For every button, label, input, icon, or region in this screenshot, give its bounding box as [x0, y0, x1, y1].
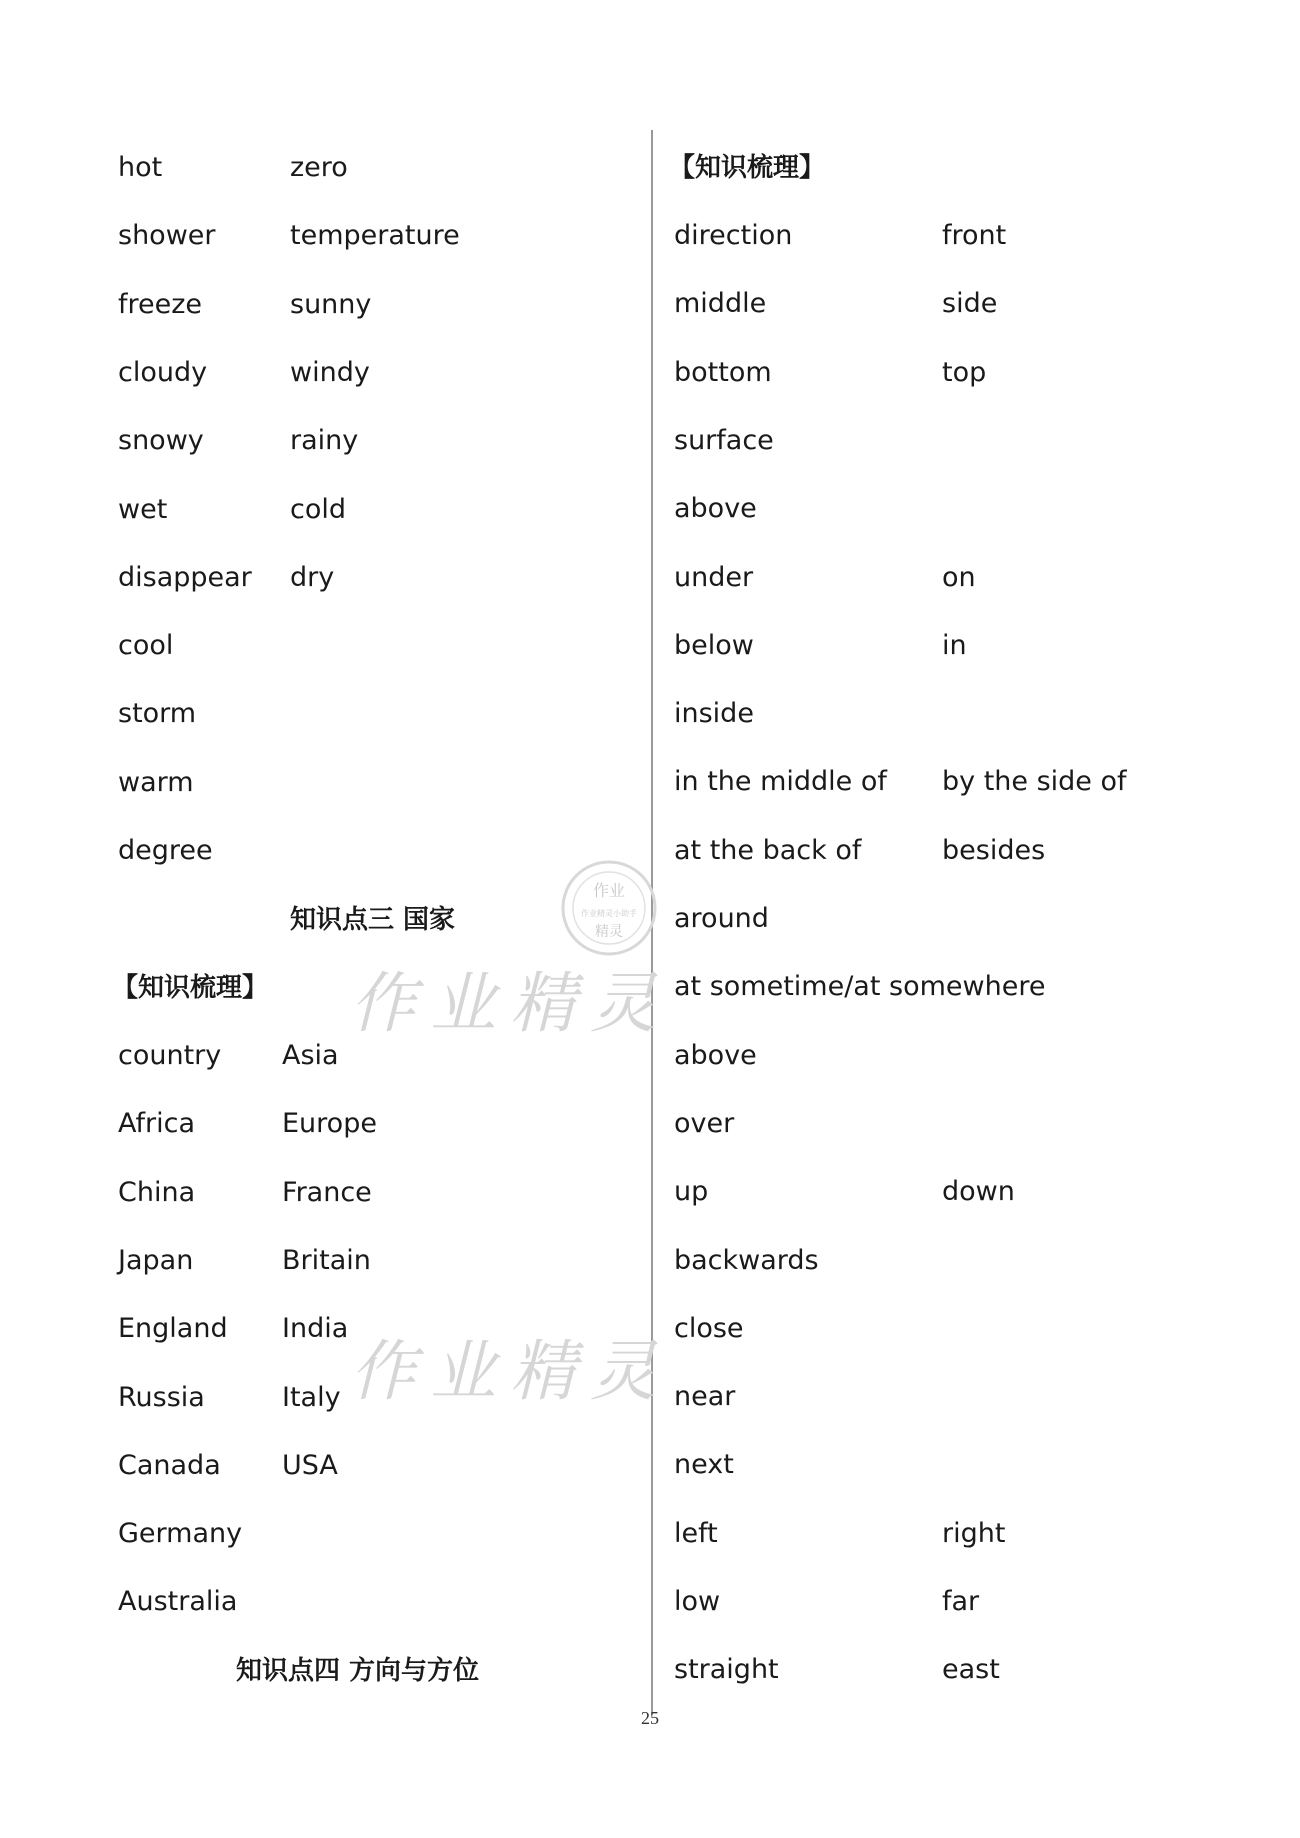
- word-row: [0, 1650, 1000, 1690]
- word-primary: freeze: [118, 288, 203, 320]
- word-primary: left: [674, 1517, 718, 1549]
- word-secondary: front: [942, 220, 1007, 251]
- word-secondary: zero: [290, 152, 348, 183]
- word-row: [0, 284, 998, 324]
- word-row: [0, 1514, 1006, 1554]
- word-row: [0, 1036, 757, 1076]
- word-row: [0, 558, 976, 598]
- word-row: [0, 762, 1127, 802]
- word-primary: storm: [118, 698, 197, 730]
- word-primary: near: [674, 1381, 736, 1413]
- word-primary: Germany: [118, 1518, 243, 1550]
- word-primary: next: [674, 1449, 734, 1481]
- word-secondary: besides: [942, 834, 1046, 866]
- word-primary: Japan: [118, 1244, 194, 1276]
- word-secondary: Italy: [282, 1381, 341, 1413]
- word-row: [0, 899, 769, 939]
- word-primary: Canada: [118, 1449, 221, 1481]
- word-primary: disappear: [118, 561, 252, 593]
- word-secondary: east: [942, 1654, 1000, 1686]
- word-secondary: right: [942, 1517, 1006, 1549]
- word-secondary: Britain: [282, 1244, 371, 1276]
- word-row: [0, 1309, 744, 1349]
- word-primary: straight: [674, 1654, 779, 1686]
- word-secondary: top: [942, 356, 987, 388]
- word-secondary: Asia: [282, 1040, 339, 1071]
- word-row: [0, 1104, 735, 1144]
- word-primary: bottom: [674, 356, 772, 388]
- word-primary: close: [674, 1312, 744, 1344]
- word-primary: low: [674, 1586, 721, 1617]
- page-number: 25: [641, 1708, 659, 1728]
- word-secondary: sunny: [290, 288, 372, 320]
- word-primary: Russia: [118, 1381, 205, 1413]
- word-primary: Australia: [118, 1586, 238, 1618]
- seal-bottom-text: 精灵: [595, 924, 623, 940]
- word-primary: hot: [118, 152, 163, 183]
- word-row: [0, 421, 774, 461]
- word-secondary: USA: [282, 1449, 338, 1481]
- word-primary: backwards: [674, 1244, 819, 1276]
- word-primary: snowy: [118, 425, 204, 457]
- word-primary: degree: [118, 835, 213, 866]
- word-primary: above: [674, 493, 757, 525]
- word-row: [0, 1172, 1015, 1212]
- word-primary: above: [674, 1039, 757, 1071]
- section3-label: 【知识梳理】: [112, 973, 269, 1003]
- section3-title: 知识点三 国家: [290, 905, 456, 935]
- right-section-label: 【知识梳理】: [669, 153, 826, 183]
- word-secondary: side: [942, 288, 998, 320]
- word-secondary: by the side of: [942, 766, 1127, 798]
- word-secondary: Europe: [282, 1108, 377, 1140]
- word-primary: cool: [118, 630, 174, 662]
- watermark-text: 作业精灵: [350, 1333, 670, 1410]
- word-secondary: far: [942, 1586, 980, 1617]
- word-secondary: cold: [290, 493, 347, 525]
- word-primary: Africa: [118, 1108, 196, 1140]
- word-primary: wet: [118, 493, 168, 525]
- word-primary: surface: [674, 424, 774, 456]
- word-row: [0, 1582, 980, 1622]
- section4-title: 知识点四 方向与方位: [236, 1656, 480, 1686]
- word-primary: around: [674, 903, 769, 934]
- word-secondary: France: [282, 1176, 372, 1208]
- word-row: [0, 148, 640, 188]
- word-secondary: dry: [290, 561, 335, 593]
- seal-ring-text: 作业精灵小助手: [581, 909, 637, 918]
- seal-top-text: 作业: [592, 881, 626, 900]
- word-primary: warm: [118, 766, 194, 798]
- word-secondary: rainy: [290, 425, 359, 457]
- word-primary: direction: [674, 220, 793, 251]
- word-secondary: windy: [290, 356, 370, 388]
- word-row: [0, 1241, 819, 1281]
- word-primary: below: [674, 629, 754, 661]
- word-primary: England: [118, 1313, 228, 1345]
- word-row: [0, 489, 757, 529]
- word-primary: over: [674, 1107, 735, 1139]
- word-primary: up: [674, 1176, 709, 1208]
- word-secondary: on: [942, 561, 976, 593]
- word-primary: middle: [674, 288, 767, 320]
- word-primary: inside: [674, 698, 754, 730]
- word-secondary: in: [942, 629, 967, 661]
- word-row: [0, 216, 1007, 256]
- word-row: [0, 626, 967, 666]
- word-secondary: down: [942, 1176, 1015, 1208]
- word-primary: under: [674, 561, 754, 593]
- word-primary: at the back of: [674, 834, 862, 866]
- word-row: [0, 831, 1046, 871]
- word-secondary: India: [282, 1313, 349, 1345]
- word-secondary: temperature: [290, 220, 460, 252]
- word-row: [0, 1445, 734, 1485]
- word-primary: shower: [118, 220, 216, 252]
- watermark-text: 作业精灵: [350, 965, 670, 1042]
- word-primary: China: [118, 1176, 196, 1208]
- word-row: [0, 694, 754, 734]
- word-primary: in the middle of: [674, 766, 887, 798]
- word-row: [0, 353, 987, 393]
- word-primary: at sometime/at somewhere: [674, 971, 1046, 1003]
- word-primary: country: [118, 1040, 222, 1071]
- word-row: [0, 1377, 736, 1417]
- word-primary: cloudy: [118, 356, 208, 388]
